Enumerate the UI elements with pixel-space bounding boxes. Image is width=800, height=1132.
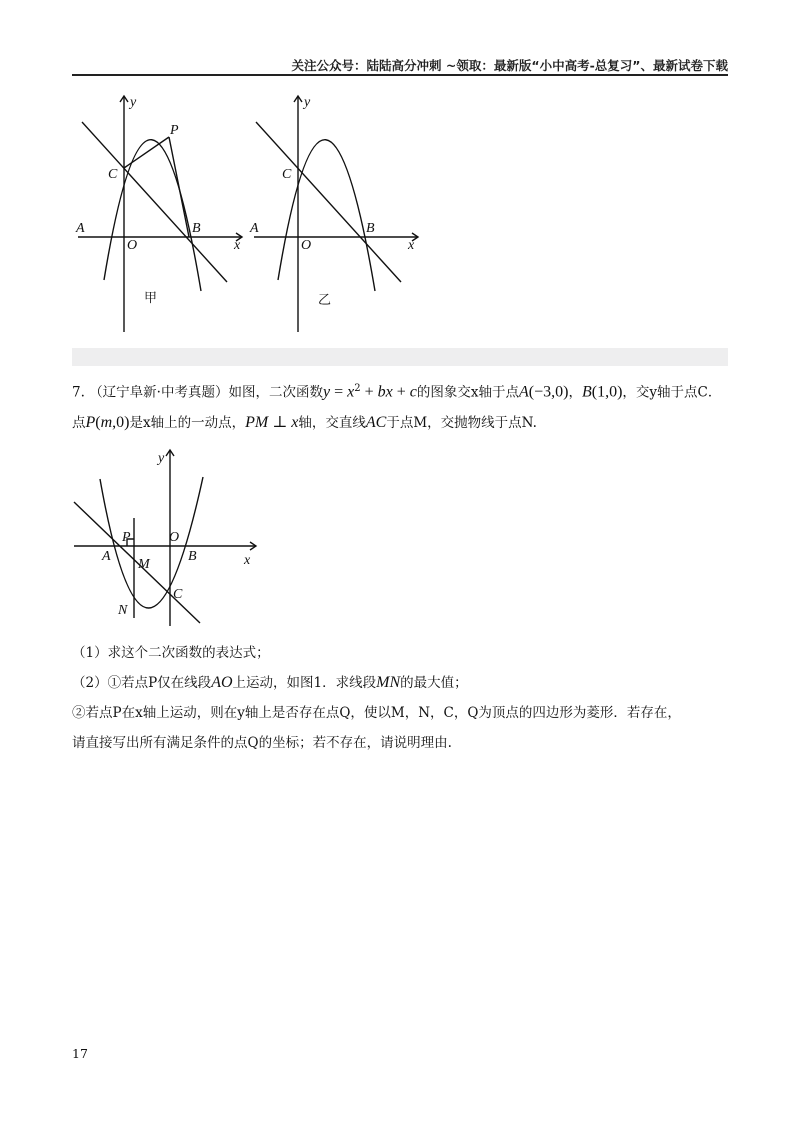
label-c: C [173,587,183,602]
label-a: A [76,221,85,236]
label-x: x [408,238,415,253]
line-ac [74,502,200,623]
segment-cp [124,137,169,168]
figure-top [72,82,728,352]
figure-top-svg [72,82,728,352]
text-run: 轴，交直线 [298,414,366,431]
point-b-coords: (1,0) [591,383,623,401]
text-run: （2）①若点P仅在线段 [72,675,212,691]
question-2-part-2-line-2: 请直接写出所有满足条件的点Q的坐标；若不存在，请说明理由. [72,735,452,751]
label-y: y [304,95,311,110]
segment-pm: PM [245,413,269,431]
segment-mn: MN [376,674,401,691]
caption-jia: 甲 [144,291,158,306]
problem-line-1 [72,374,732,438]
questions [72,638,732,758]
figure-lines [74,450,256,626]
divider-bar [72,348,728,366]
figure-yi [254,96,418,332]
perp-symbol: ⊥ [268,413,292,431]
question-2-part-2-line-1: ②若点P在x轴上运动，则在y轴上是否存在点Q，使以M，N，C，Q为顶点的四边形为菱形．若存在， [72,705,681,721]
line-bc [256,122,401,282]
label-b: B [188,549,197,564]
label-m: M [138,557,150,572]
page-number: 17 [72,1046,88,1061]
label-o: O [127,238,138,253]
header-rule [72,74,728,76]
label-o: O [169,530,180,545]
text-run: 于点M，交抛物线于点N. [386,414,537,431]
text-run: 的图象交x轴于点 [416,384,520,401]
point-a-coords: (−3,0) [528,383,569,401]
problem-statement [72,374,732,438]
text-run: 上运动，如图1．求线段 [232,675,377,691]
point-a-name: A [519,383,529,401]
label-c: C [108,167,118,182]
page-header: 关注公众号：陆陆高分冲刺 ~领取：最新版“小中高考-总复习”、最新试卷下载 [291,58,728,73]
point-b-name: B [581,383,592,401]
label-b: B [192,221,201,236]
math-bx: bx [377,383,393,401]
label-a: A [102,549,111,564]
line-bc [82,122,227,282]
label-n: N [118,603,128,618]
text-run: ， [568,384,582,401]
figure-problem-7-svg [72,440,272,630]
math-c: c [409,383,417,401]
label-x: x [244,553,251,568]
point-p-name: P [85,413,96,431]
question-1: （1）求这个二次函数的表达式； [72,645,270,661]
label-a: A [250,221,259,236]
text-run: ，交y轴于点C．点 [72,384,722,431]
question-2-part-1 [72,668,732,698]
math-eq: = [330,383,348,401]
problem-number: 7. [72,384,85,401]
label-p: P [170,123,179,138]
math-m: m [100,413,113,431]
label-b: B [366,221,375,236]
text-run: 是x轴上的一动点， [129,414,246,431]
math-y: y [322,383,331,401]
label-y: y [158,451,165,466]
math-x: x [347,383,355,401]
math-plus: + [360,383,378,401]
figure-jia [78,96,242,332]
line-ac: AC [365,413,387,431]
paren: ( [95,413,101,431]
problem-source: （辽宁阜新·中考真题） [89,384,229,401]
text-run: 如图，二次函数 [228,384,323,401]
label-x: x [234,238,241,253]
text-run: 的最大值； [400,675,468,691]
figure-problem-7 [72,440,272,630]
label-c: C [282,167,292,182]
caption-yi: 乙 [318,293,332,308]
math-x: x [291,413,299,431]
math-plus: + [392,383,410,401]
paren: ,0) [112,413,130,431]
segment-ao: AO [211,674,233,691]
label-o: O [301,238,312,253]
label-p: P [122,530,131,545]
label-y: y [130,95,137,110]
math-exp: 2 [354,383,361,394]
